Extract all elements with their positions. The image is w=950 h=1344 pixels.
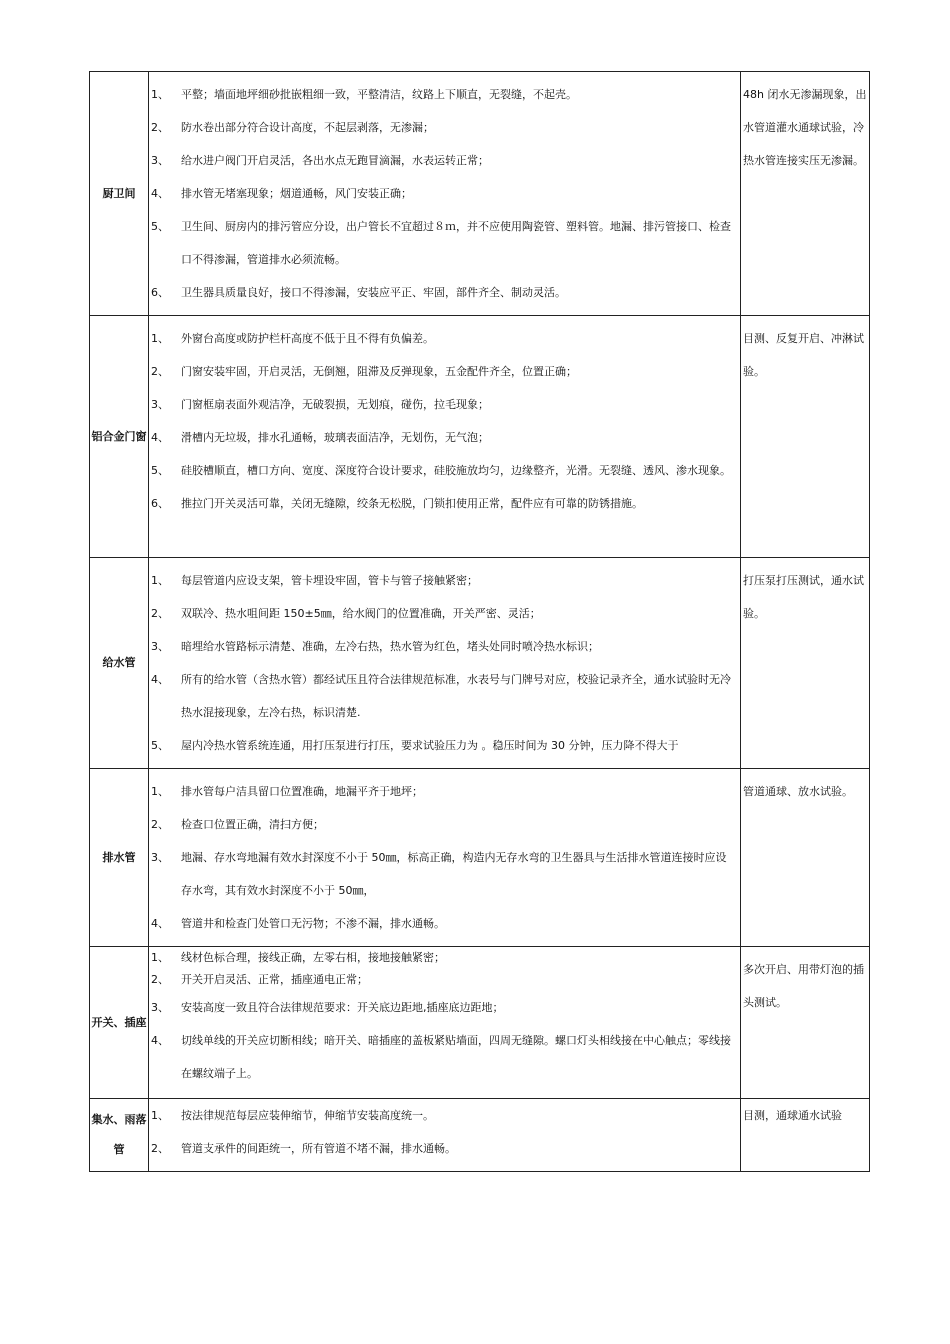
item-number: 3、 [151, 640, 169, 653]
item-number: 1、 [151, 951, 169, 964]
list-item [151, 947, 740, 969]
item-text: 给水进户阀门开启灵活，各出水点无跑冒滴漏，水表运转正常； [181, 154, 489, 167]
list-item [151, 907, 740, 940]
list-item [151, 597, 740, 630]
item-text: 门窗框扇表面外观洁净，无破裂损，无划痕，碰伤，拉毛现象； [181, 398, 489, 411]
item-number: 1、 [151, 785, 169, 798]
list-item [151, 78, 740, 111]
item-text: 推拉门开关灵活可靠，关闭无缝隙，绞条无松脱，门锁扣使用正常，配件应有可靠的防锈措施。 [181, 497, 643, 510]
list-item [151, 1024, 740, 1090]
items-cell [149, 1099, 741, 1172]
item-number: 5、 [151, 739, 169, 752]
items-cell [149, 769, 741, 947]
item-number: 6、 [151, 497, 169, 510]
category-cell: 集水、雨落管 [90, 1099, 149, 1172]
item-number: 3、 [151, 398, 169, 411]
item-number: 1、 [151, 88, 169, 101]
table-row [90, 1099, 870, 1172]
item-text: 检查口位置正确，清扫方便； [181, 818, 324, 831]
item-text: 按法律规范每层应装伸缩节，伸缩节安装高度统一。 [181, 1109, 434, 1122]
item-text: 所有的给水管（含热水管）都经试压且符合法律规范标准，水表号与门牌号对应，校验记录齐全，通水试验时无冷热水混接现象，左冷右热，标识清楚. [181, 673, 731, 719]
item-number: 5、 [151, 220, 169, 233]
item-text: 平整；墙面地坪细砂批嵌粗细一致，平整清洁，纹路上下顺直，无裂缝，不起壳。 [181, 88, 577, 101]
list-item [151, 487, 740, 520]
table-row [90, 72, 870, 316]
item-number: 2、 [151, 973, 169, 986]
category-cell: 开关、插座 [90, 947, 149, 1099]
test-method-cell: 管道通球、放水试验。 [741, 769, 870, 947]
item-number: 2、 [151, 1142, 169, 1155]
table-row [90, 947, 870, 1099]
item-number: 1、 [151, 332, 169, 345]
item-text: 暗埋给水管路标示清楚、准确，左冷右热，热水管为红色，堵头处同时喷冷热水标识； [181, 640, 599, 653]
list-item [151, 454, 740, 487]
list-item [151, 729, 740, 762]
test-method-cell: 目测、反复开启、冲淋试验。 [741, 316, 870, 558]
item-number: 2、 [151, 365, 169, 378]
item-text: 管道井和检查门处管口无污物；不渗不漏，排水通畅。 [181, 917, 445, 930]
test-method-cell: 48h 闭水无渗漏现象，出水管道灌水通球试验，冷热水管连接实压无渗漏。 [741, 72, 870, 316]
list-item [151, 775, 740, 808]
items-cell [149, 316, 741, 558]
item-number: 1、 [151, 574, 169, 587]
item-text: 线材色标合理，接线正确，左零右相，接地接触紧密； [181, 951, 445, 964]
item-text: 地漏、存水弯地漏有效水封深度不小于 50㎜，标高正确，构造内无存水弯的卫生器具与生活排水管道连接时应设存水弯，其有效水封深度不小于 50㎜， [181, 851, 727, 897]
item-number: 4、 [151, 917, 169, 930]
items-cell [149, 947, 741, 1099]
list-item [151, 1099, 740, 1132]
item-number: 5、 [151, 464, 169, 477]
item-number: 4、 [151, 187, 169, 200]
item-text: 安装高度一致且符合法律规范要求：开关底边距地,插座底边距地； [181, 1001, 504, 1014]
list-item [151, 388, 740, 421]
item-number: 2、 [151, 607, 169, 620]
list-item [151, 841, 740, 907]
item-text: 排水管无堵塞现象；烟道通畅，风门安装正确； [181, 187, 412, 200]
list-item [151, 177, 740, 210]
item-text: 外窗台高度或防护栏杆高度不低于且不得有负偏差。 [181, 332, 434, 345]
list-item [151, 355, 740, 388]
item-number: 4、 [151, 431, 169, 444]
list-item [151, 663, 740, 729]
item-text: 门窗安装牢固，开启灵活，无倒翘，阻滞及反弹现象，五金配件齐全，位置正确； [181, 365, 577, 378]
item-number: 2、 [151, 121, 169, 134]
list-item [151, 991, 740, 1024]
list-item [151, 144, 740, 177]
item-text: 滑槽内无垃圾，排水孔通畅，玻璃表面洁净，无划伤，无气泡； [181, 431, 489, 444]
items-cell [149, 558, 741, 769]
item-number: 2、 [151, 818, 169, 831]
table-row [90, 558, 870, 769]
item-text: 开关开启灵活、正常，插座通电正常； [181, 973, 368, 986]
list-item [151, 564, 740, 597]
test-method-cell: 打压泵打压测试，通水试验。 [741, 558, 870, 769]
category-cell: 铝合金门窗 [90, 316, 149, 558]
test-method-cell: 目测，通球通水试验 [741, 1099, 870, 1172]
list-item [151, 111, 740, 144]
item-text: 硅胶槽顺直，槽口方向、宽度、深度符合设计要求，硅胶施放均匀，边缘整齐，光滑。无裂缝、透风、渗水现象。 [181, 464, 731, 477]
item-text: 排水管每户洁具留口位置准确，地漏平齐于地坪； [181, 785, 423, 798]
table-row [90, 769, 870, 947]
item-number: 4、 [151, 1034, 169, 1047]
list-item [151, 421, 740, 454]
list-item [151, 1132, 740, 1165]
item-text: 防水卷出部分符合设计高度，不起层剥落，无渗漏； [181, 121, 434, 134]
item-text: 双联冷、热水咀间距 150±5㎜，给水阀门的位置准确，开关严密、灵活； [181, 607, 541, 620]
list-item [151, 969, 740, 991]
item-text: 屋内冷热水管系统连通，用打压泵进行打压，要求试验压力为 。稳压时间为 30 分钟，压力降不得大于 [181, 739, 679, 752]
list-item [151, 808, 740, 841]
category-cell: 排水管 [90, 769, 149, 947]
item-text: 切线单线的开关应切断相线；暗开关、暗插座的盖板紧贴墙面，四周无缝隙。螺口灯头相线接在中心触点；零线接在螺纹端子上。 [181, 1034, 731, 1080]
item-number: 3、 [151, 1001, 169, 1014]
list-item [151, 210, 740, 276]
inspection-table [89, 71, 870, 1172]
category-cell: 厨卫间 [90, 72, 149, 316]
item-text: 卫生器具质量良好，接口不得渗漏，安装应平正、牢固，部件齐全、制动灵活。 [181, 286, 566, 299]
item-text: 每层管道内应设支架，管卡埋设牢固，管卡与管子接触紧密； [181, 574, 478, 587]
item-number: 6、 [151, 286, 169, 299]
category-cell: 给水管 [90, 558, 149, 769]
table-row [90, 316, 870, 558]
item-number: 3、 [151, 851, 169, 864]
test-method-cell: 多次开启、用带灯泡的插头测试。 [741, 947, 870, 1099]
item-number: 3、 [151, 154, 169, 167]
list-item [151, 630, 740, 663]
list-item [151, 276, 740, 309]
items-cell [149, 72, 741, 316]
item-number: 4、 [151, 673, 169, 686]
item-number: 1、 [151, 1109, 169, 1122]
list-item [151, 322, 740, 355]
item-text: 卫生间、厨房内的排污管应分设，出户管长不宜超过８ｍ，并不应使用陶瓷管、塑料管。地漏、排污管接口、检查口不得渗漏，管道排水必须流畅。 [181, 220, 731, 266]
item-text: 管道支承件的间距统一，所有管道不堵不漏，排水通畅。 [181, 1142, 456, 1155]
